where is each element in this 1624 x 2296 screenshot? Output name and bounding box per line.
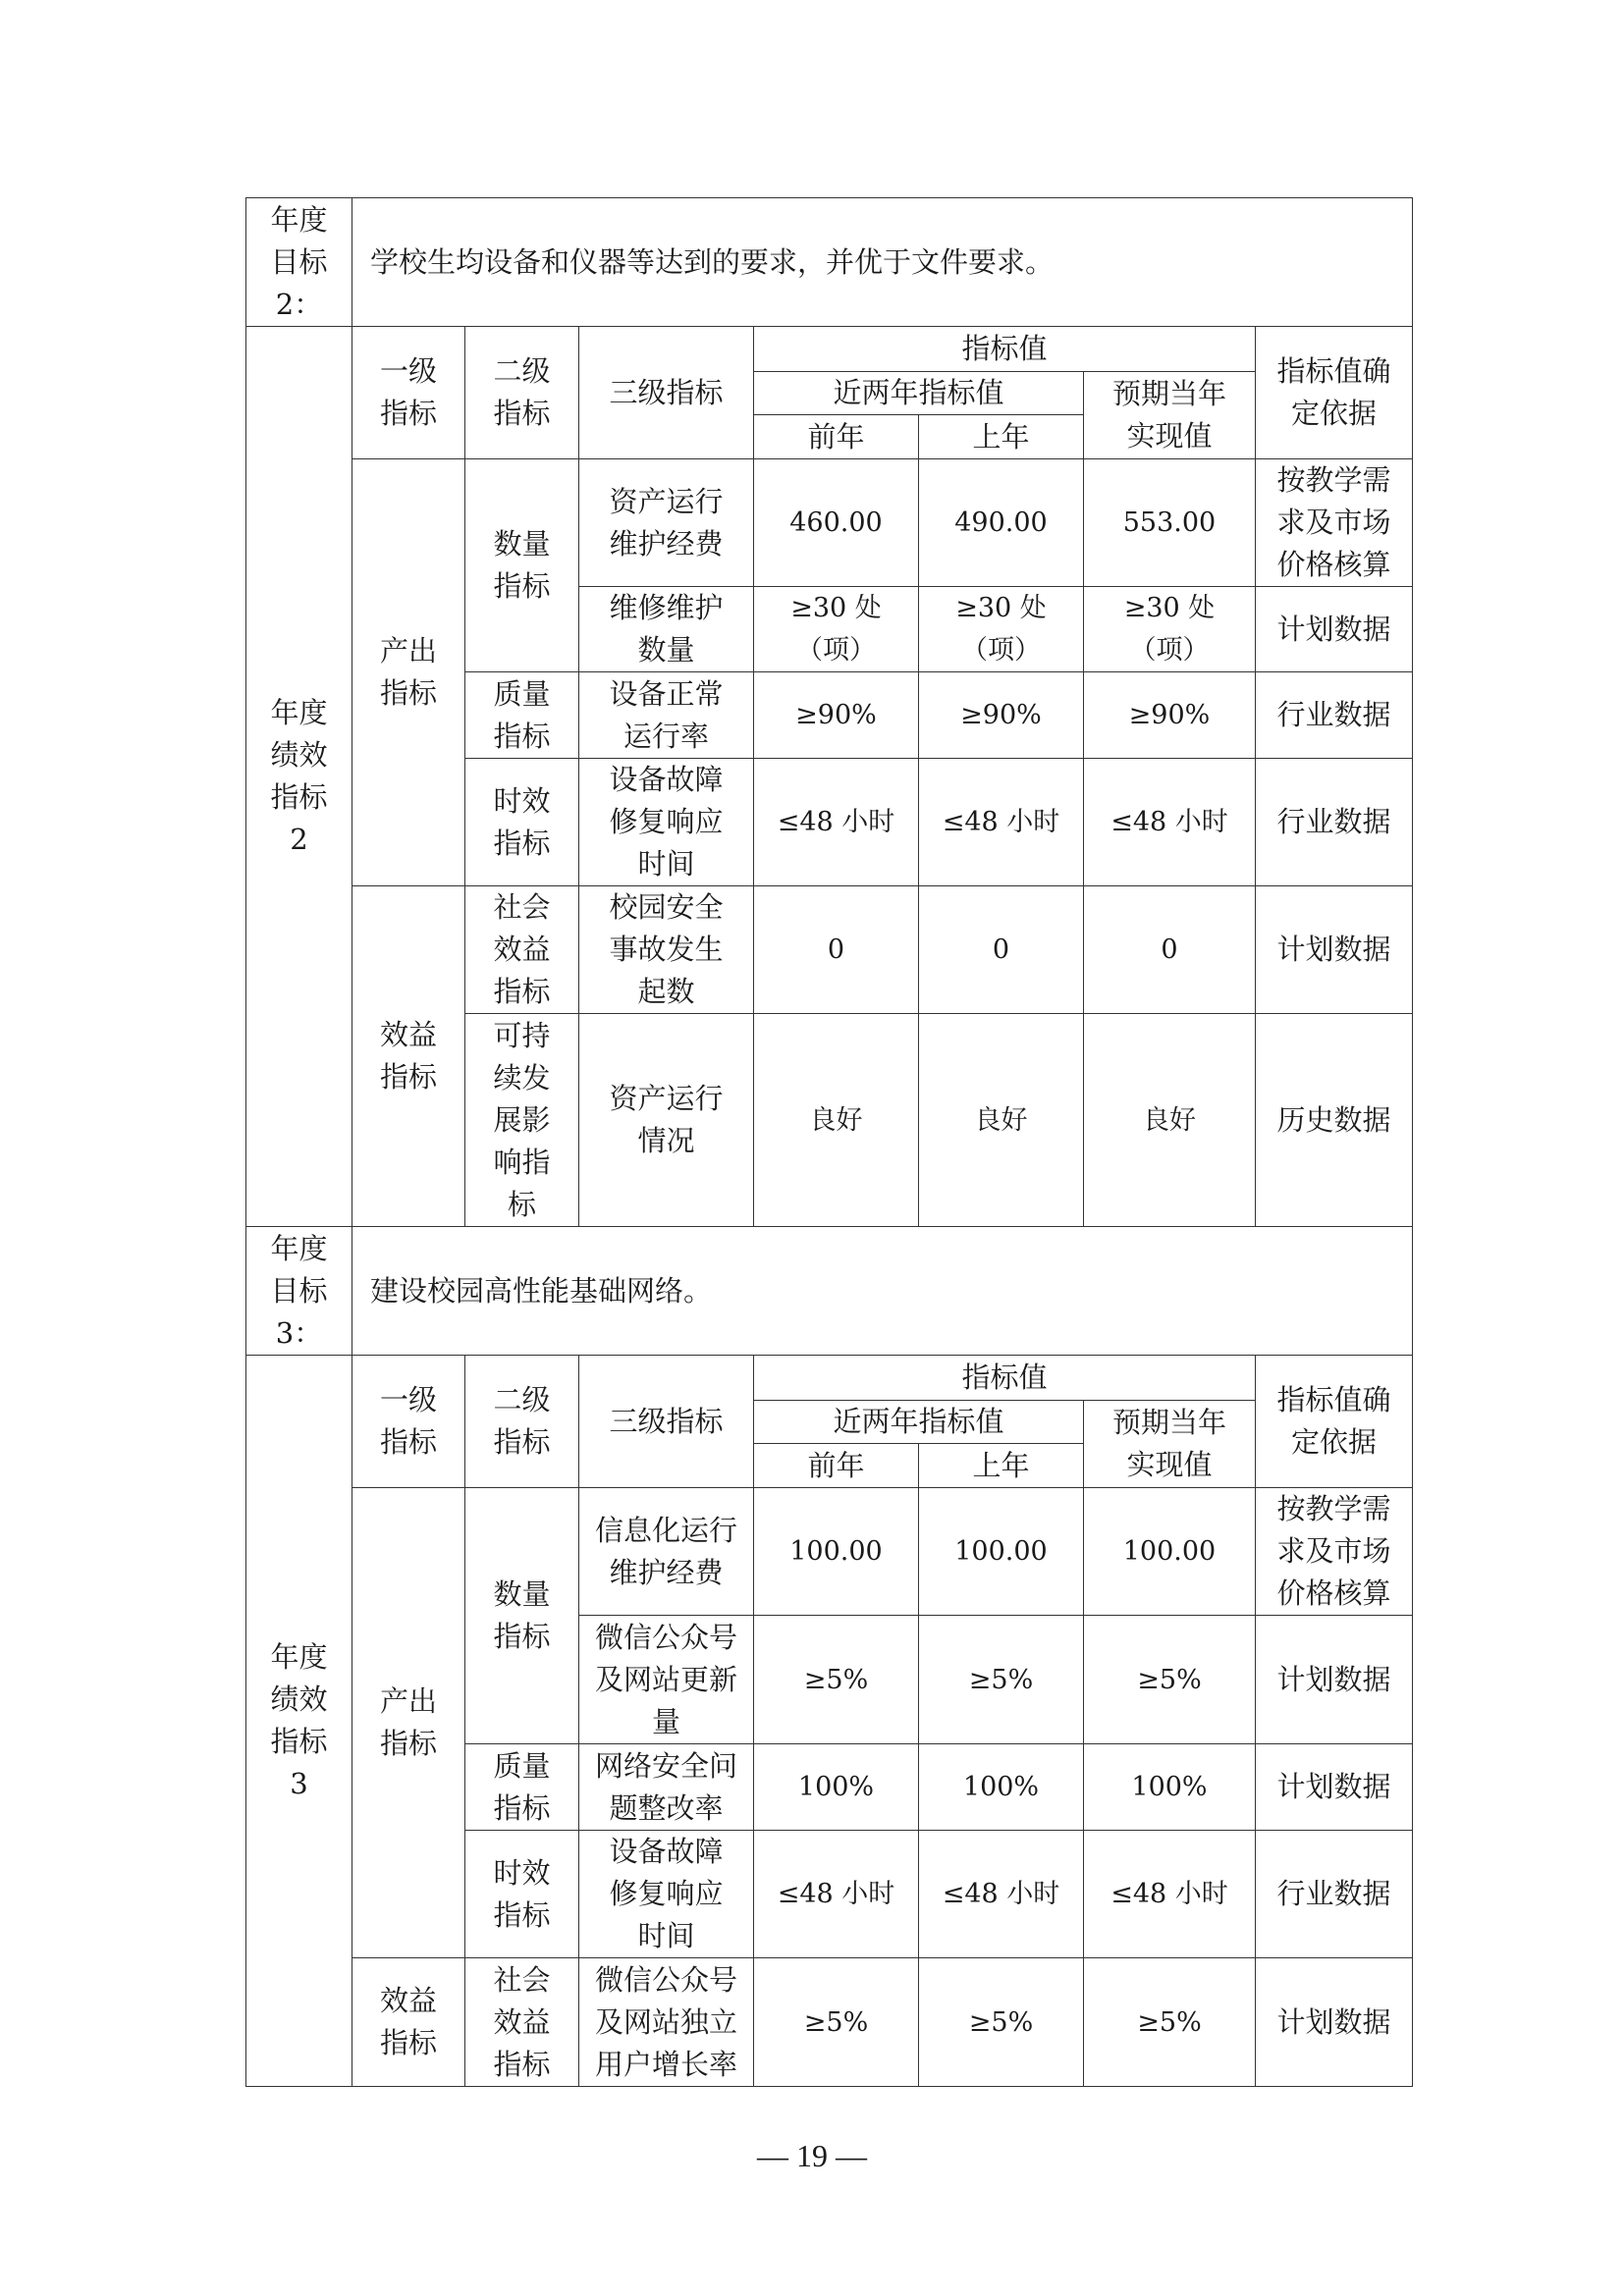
level1-cell: 效益 指标 bbox=[352, 1958, 465, 2087]
level3-cell: 网络安全问 题整改率 bbox=[579, 1744, 754, 1831]
header-row bbox=[246, 1356, 1413, 1401]
basis-cell: 按教学需 求及市场 价格核算 bbox=[1256, 1488, 1413, 1616]
header-level1: 一级 指标 bbox=[352, 327, 465, 459]
goal-label: 年度 目标 3： bbox=[246, 1227, 352, 1356]
goal-row bbox=[246, 1227, 1413, 1356]
prev-year-value: 100% bbox=[754, 1744, 919, 1831]
level3-cell: 资产运行 维护经费 bbox=[579, 459, 754, 587]
header-last-year: 上年 bbox=[919, 415, 1084, 459]
expected-value: 良好 bbox=[1084, 1014, 1256, 1227]
goal-row bbox=[246, 198, 1413, 327]
perf-indicator-label: 年度 绩效 指标 2 bbox=[246, 327, 352, 1227]
level3-cell: 设备故障 修复响应 时间 bbox=[579, 759, 754, 886]
level1-cell: 产出 指标 bbox=[352, 459, 465, 886]
level2-cell: 时效 指标 bbox=[465, 759, 579, 886]
level2-cell: 社会 效益 指标 bbox=[465, 1958, 579, 2087]
table-body bbox=[246, 198, 1413, 2087]
basis-cell: 计划数据 bbox=[1256, 1616, 1413, 1744]
level1-cell: 产出 指标 bbox=[352, 1488, 465, 1958]
header-prev-year: 前年 bbox=[754, 415, 919, 459]
goal-label: 年度 目标 2： bbox=[246, 198, 352, 327]
level3-cell: 微信公众号 及网站独立 用户增长率 bbox=[579, 1958, 754, 2087]
last-year-value: 0 bbox=[919, 886, 1084, 1014]
level2-cell: 时效 指标 bbox=[465, 1831, 579, 1958]
level3-cell: 校园安全 事故发生 起数 bbox=[579, 886, 754, 1014]
header-last-year: 上年 bbox=[919, 1444, 1084, 1488]
last-year-value: 100% bbox=[919, 1744, 1084, 1831]
level3-cell: 设备正常 运行率 bbox=[579, 672, 754, 759]
level2-cell: 质量 指标 bbox=[465, 672, 579, 759]
page-number: — 19 — bbox=[757, 2138, 867, 2173]
expected-value: ≥5% bbox=[1084, 1958, 1256, 2087]
basis-cell: 计划数据 bbox=[1256, 886, 1413, 1014]
expected-value: 0 bbox=[1084, 886, 1256, 1014]
basis-cell: 按教学需 求及市场 价格核算 bbox=[1256, 459, 1413, 587]
basis-cell: 历史数据 bbox=[1256, 1014, 1413, 1227]
expected-value: 100% bbox=[1084, 1744, 1256, 1831]
prev-year-value: 良好 bbox=[754, 1014, 919, 1227]
header-expected-current: 预期当年 实现值 bbox=[1084, 1401, 1256, 1488]
table-row bbox=[246, 886, 1413, 1014]
last-year-value: ≥5% bbox=[919, 1958, 1084, 2087]
level3-cell: 微信公众号 及网站更新 量 bbox=[579, 1616, 754, 1744]
level2-cell: 数量 指标 bbox=[465, 1488, 579, 1744]
header-index-value: 指标值 bbox=[754, 1356, 1256, 1401]
header-level3: 三级指标 bbox=[579, 1356, 754, 1488]
basis-cell: 计划数据 bbox=[1256, 1958, 1413, 2087]
prev-year-value: ≥90% bbox=[754, 672, 919, 759]
basis-cell: 行业数据 bbox=[1256, 1831, 1413, 1958]
prev-year-value: 460.00 bbox=[754, 459, 919, 587]
last-year-value: 490.00 bbox=[919, 459, 1084, 587]
last-year-value: ≥90% bbox=[919, 672, 1084, 759]
header-basis: 指标值确 定依据 bbox=[1256, 327, 1413, 459]
expected-value: 553.00 bbox=[1084, 459, 1256, 587]
basis-cell: 行业数据 bbox=[1256, 759, 1413, 886]
last-year-value: ≤48 小时 bbox=[919, 1831, 1084, 1958]
header-recent-two-years: 近两年指标值 bbox=[754, 372, 1084, 415]
expected-value: 100.00 bbox=[1084, 1488, 1256, 1616]
expected-value: ≥5% bbox=[1084, 1616, 1256, 1744]
level2-cell: 质量 指标 bbox=[465, 1744, 579, 1831]
last-year-value: ≥30 处 （项） bbox=[919, 587, 1084, 672]
expected-value: ≥90% bbox=[1084, 672, 1256, 759]
header-level1: 一级 指标 bbox=[352, 1356, 465, 1488]
perf-indicator-label: 年度 绩效 指标 3 bbox=[246, 1356, 352, 2087]
last-year-value: ≥5% bbox=[919, 1616, 1084, 1744]
level3-cell: 资产运行 情况 bbox=[579, 1014, 754, 1227]
header-recent-two-years: 近两年指标值 bbox=[754, 1401, 1084, 1444]
header-index-value: 指标值 bbox=[754, 327, 1256, 372]
level1-cell: 效益 指标 bbox=[352, 886, 465, 1227]
level3-cell: 设备故障 修复响应 时间 bbox=[579, 1831, 754, 1958]
table-row bbox=[246, 1958, 1413, 2087]
prev-year-value: 100.00 bbox=[754, 1488, 919, 1616]
header-prev-year: 前年 bbox=[754, 1444, 919, 1488]
basis-cell: 计划数据 bbox=[1256, 587, 1413, 672]
header-expected-current: 预期当年 实现值 bbox=[1084, 372, 1256, 459]
level3-cell: 维修维护 数量 bbox=[579, 587, 754, 672]
header-basis: 指标值确 定依据 bbox=[1256, 1356, 1413, 1488]
level2-cell: 数量 指标 bbox=[465, 459, 579, 672]
basis-cell: 计划数据 bbox=[1256, 1744, 1413, 1831]
prev-year-value: ≤48 小时 bbox=[754, 1831, 919, 1958]
last-year-value: 良好 bbox=[919, 1014, 1084, 1227]
level3-cell: 信息化运行 维护经费 bbox=[579, 1488, 754, 1616]
table-row bbox=[246, 1488, 1413, 1616]
table-row bbox=[246, 459, 1413, 587]
header-level2: 二级 指标 bbox=[465, 327, 579, 459]
prev-year-value: 0 bbox=[754, 886, 919, 1014]
last-year-value: ≤48 小时 bbox=[919, 759, 1084, 886]
expected-value: ≥30 处 （项） bbox=[1084, 587, 1256, 672]
basis-cell: 行业数据 bbox=[1256, 672, 1413, 759]
prev-year-value: ≥30 处 （项） bbox=[754, 587, 919, 672]
goal-text: 学校生均设备和仪器等达到的要求，并优于文件要求。 bbox=[352, 198, 1413, 327]
header-level3: 三级指标 bbox=[579, 327, 754, 459]
performance-table bbox=[245, 197, 1413, 2087]
level2-cell: 可持 续发 展影 响指 标 bbox=[465, 1014, 579, 1227]
prev-year-value: ≤48 小时 bbox=[754, 759, 919, 886]
goal-text: 建设校园高性能基础网络。 bbox=[352, 1227, 1413, 1356]
header-row bbox=[246, 327, 1413, 372]
expected-value: ≤48 小时 bbox=[1084, 759, 1256, 886]
level2-cell: 社会 效益 指标 bbox=[465, 886, 579, 1014]
header-level2: 二级 指标 bbox=[465, 1356, 579, 1488]
last-year-value: 100.00 bbox=[919, 1488, 1084, 1616]
prev-year-value: ≥5% bbox=[754, 1616, 919, 1744]
prev-year-value: ≥5% bbox=[754, 1958, 919, 2087]
expected-value: ≤48 小时 bbox=[1084, 1831, 1256, 1958]
